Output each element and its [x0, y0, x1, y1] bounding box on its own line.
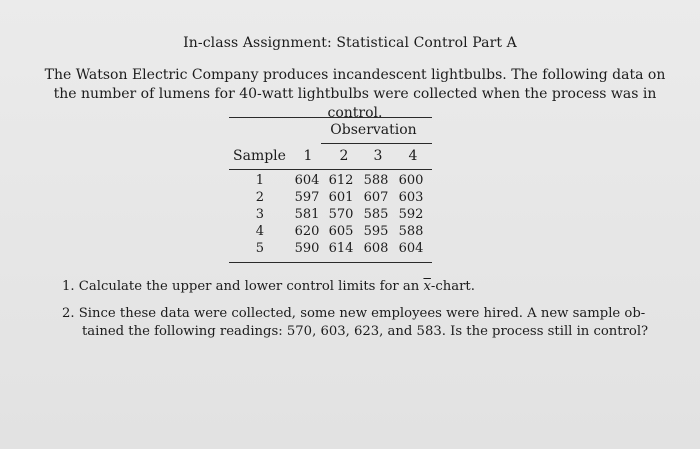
table-cell: 604: [398, 241, 424, 256]
intro-line: The Watson Electric Company produces incandescent lightbulbs. The following data on: [44, 67, 666, 83]
table-row: [229, 190, 432, 207]
table-top-rule: [229, 117, 432, 118]
table-row: [229, 241, 432, 258]
column-header: 1: [303, 148, 313, 164]
table-cell: 581: [294, 207, 320, 222]
observation-header: Observation: [330, 122, 417, 138]
table-bottom-rule: [229, 262, 432, 263]
question-2-line: tained the following readings: 570, 603, 623, and 583. Is the process still in control?: [82, 324, 649, 339]
sample-header: Sample: [233, 148, 286, 164]
question-1: [62, 278, 475, 296]
table-cell: 620: [294, 224, 320, 239]
question-2: [62, 305, 649, 341]
table-header-rule: [229, 169, 432, 170]
sample-number: 3: [255, 207, 264, 222]
table-cell: 612: [328, 173, 354, 188]
table-cell: 588: [363, 173, 389, 188]
table-cell: 585: [363, 207, 389, 222]
table-cell: 588: [398, 224, 424, 239]
table-cell: 603: [398, 190, 424, 205]
column-header: 3: [373, 148, 383, 164]
table-cell: 614: [328, 241, 354, 256]
table-cell: 604: [294, 173, 320, 188]
table-cell: 570: [328, 207, 354, 222]
sample-number: 5: [255, 241, 264, 256]
table-cell: 592: [398, 207, 424, 222]
table-row: [229, 207, 432, 224]
table-row: [229, 224, 432, 241]
sample-number: 1: [255, 173, 264, 188]
sample-number: 2: [255, 190, 264, 205]
sample-number: 4: [255, 224, 264, 239]
column-header: 4: [408, 148, 418, 164]
x-bar-symbol: $\overline{x}$: [423, 279, 431, 294]
page-title: In-class Assignment: Statistical Control Part A: [183, 35, 517, 51]
question-2-line: 2. Since these data were collected, some new employees were hired. A new sample ob-: [62, 306, 646, 321]
table-cell: 600: [398, 173, 424, 188]
table-row: [229, 173, 432, 190]
table-cell: 595: [363, 224, 389, 239]
table-cell: 605: [328, 224, 354, 239]
table-cell: 597: [294, 190, 320, 205]
intro-line: the number of lumens for 40-watt lightbulbs were collected when the process was in control.: [53, 86, 657, 121]
table-cell: 607: [363, 190, 389, 205]
table-cell: 590: [294, 241, 320, 256]
question-1-suffix: -chart.: [430, 279, 475, 294]
table-cell: 608: [363, 241, 389, 256]
observation-rule: [321, 143, 432, 144]
table-cell: 601: [328, 190, 354, 205]
intro-paragraph: [40, 66, 670, 123]
question-1-prefix: 1. Calculate the upper and lower control limits for an: [62, 279, 424, 294]
column-header: 2: [339, 148, 349, 164]
